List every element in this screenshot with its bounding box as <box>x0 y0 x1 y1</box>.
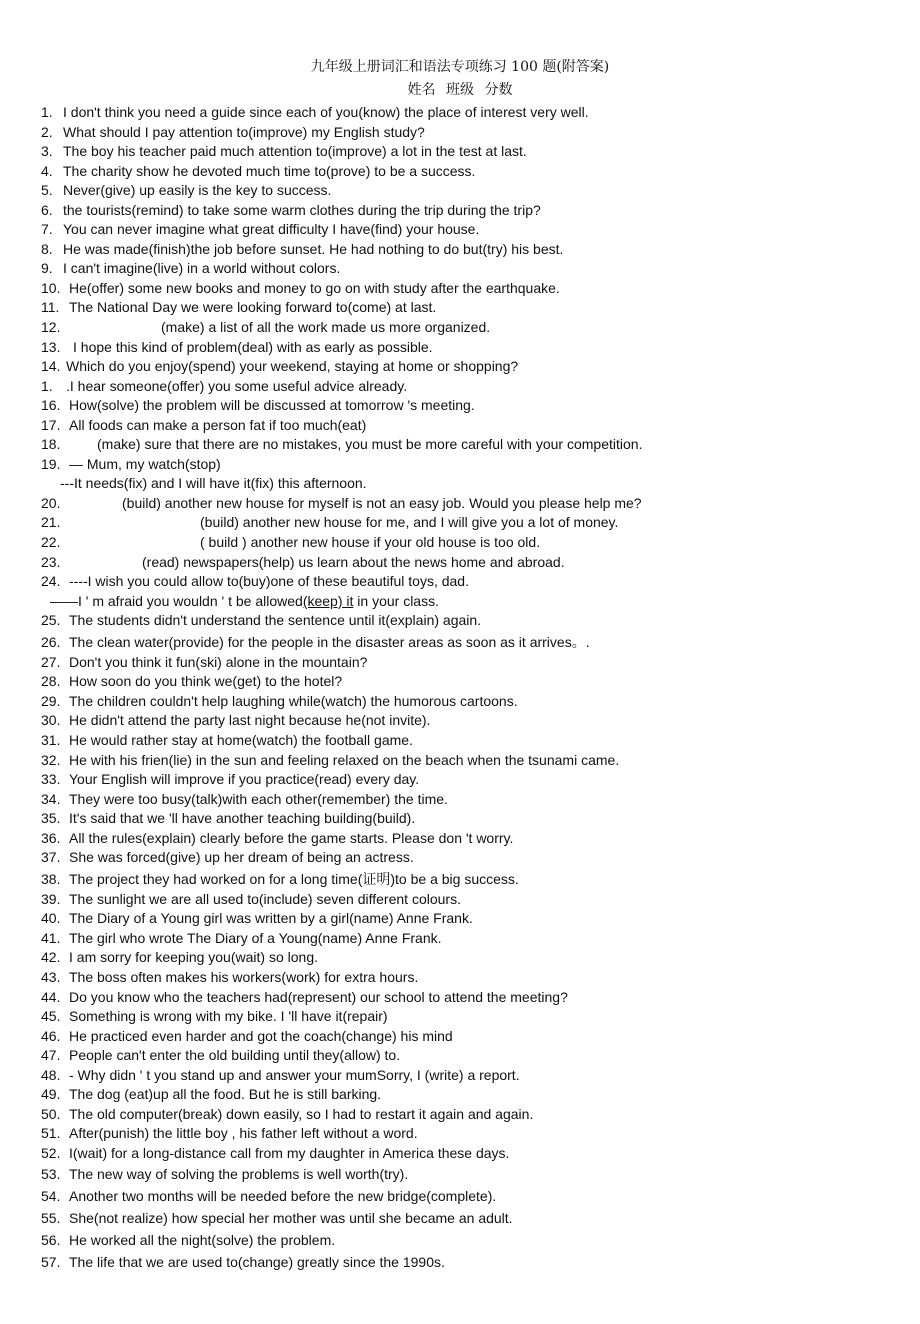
item-number: 23. <box>41 553 61 570</box>
list-item <box>0 103 920 123</box>
list-item <box>0 653 920 673</box>
item-text: The life that we are used to(change) greatly since the 1990s. <box>69 1254 445 1271</box>
list-item <box>0 338 920 358</box>
list-item <box>0 731 920 751</box>
item-number: 47. <box>41 1047 61 1064</box>
item-number: 13. <box>41 338 61 355</box>
item-text: He was made(finish)the job before sunset. He had nothing to do but(try) his best. <box>63 240 564 257</box>
list-item <box>0 1007 920 1027</box>
list-item <box>0 948 920 968</box>
item-number: 34. <box>41 790 61 807</box>
item-number: 57. <box>41 1254 61 1271</box>
item-text: Don't you think it fun(ski) alone in the mountain? <box>69 653 368 670</box>
item-number: 26. <box>41 633 61 650</box>
item-text: The new way of solving the problems is well worth(try). <box>69 1166 409 1183</box>
list-item <box>0 848 920 868</box>
item-text: The dog (eat)up all the food. But he is still barking. <box>69 1086 382 1103</box>
item-text: - Why didn ' t you stand up and answer your mumSorry, I (write) a report. <box>69 1066 520 1083</box>
list-item <box>0 279 920 299</box>
list-item <box>0 868 920 890</box>
item-text: She was forced(give) up her dream of being an actress. <box>69 849 414 866</box>
item-number: 31. <box>41 731 61 748</box>
item-text: The girl who wrote The Diary of a Young(name) Anne Frank. <box>69 929 442 946</box>
item-text: He(offer) some new books and money to go on with study after the earthquake. <box>69 279 560 296</box>
list-item <box>0 572 920 592</box>
item-text: He with his frien(lie) in the sun and feeling relaxed on the beach when the tsunami came. <box>69 751 620 768</box>
list-item <box>0 1229 920 1251</box>
list-item <box>0 790 920 810</box>
list-item <box>0 123 920 143</box>
item-number: 14. <box>41 358 61 375</box>
item-text: The National Day we were looking forward to(come) at last. <box>69 299 437 316</box>
item-number: 38. <box>41 870 61 887</box>
list-item <box>0 416 920 436</box>
page-title: 九年级上册词汇和语法专项练习 100 题(附答案) <box>310 59 610 75</box>
item-text: She(not realize) how special her mother was until she became an adult. <box>69 1210 513 1227</box>
list-item <box>0 181 920 201</box>
item-text: The charity show he devoted much time to(prove) to be a success. <box>63 162 476 179</box>
exercise-list <box>0 103 920 1273</box>
student-info-line <box>0 80 920 100</box>
list-item <box>0 396 920 416</box>
item-number: 19. <box>41 455 61 472</box>
list-item <box>0 929 920 949</box>
item-text: The clean water(provide) for the people in the disaster areas as soon as it arrives。. <box>69 633 590 650</box>
item-number: 16. <box>41 397 61 414</box>
item-number: 18. <box>41 436 61 453</box>
item-text: He practiced even harder and got the coach(change) his mind <box>69 1027 453 1044</box>
item-text: ----I wish you could allow to(buy)one of these beautiful toys, dad. <box>69 573 469 590</box>
item-text: What should I pay attention to(improve) my English study? <box>63 123 425 140</box>
item-number: 27. <box>41 653 61 670</box>
item-number: 9. <box>41 260 53 277</box>
list-item <box>0 711 920 731</box>
score-label: 分数 <box>484 82 513 98</box>
item-number: 28. <box>41 673 61 690</box>
list-item <box>0 513 920 533</box>
item-text: The students didn't understand the sentence until it(explain) again. <box>69 612 482 629</box>
list-item <box>0 553 920 573</box>
item-number: 24. <box>41 573 61 590</box>
item-text: the tourists(remind) to take some warm clothes during the trip during the trip? <box>63 201 541 218</box>
item-number: 54. <box>41 1188 61 1205</box>
item-number: 43. <box>41 968 61 985</box>
item-text: The old computer(break) down easily, so I had to restart it again and again. <box>69 1105 534 1122</box>
item-text: People can't enter the old building until they(allow) to. <box>69 1047 401 1064</box>
item-number: 40. <box>41 910 61 927</box>
list-item <box>0 1144 920 1164</box>
item-number: 56. <box>41 1232 61 1249</box>
item-number: 37. <box>41 849 61 866</box>
item-text: (build) another new house for me, and I will give you a lot of money. <box>200 514 619 531</box>
item-number: 2. <box>41 123 53 140</box>
item-text: Which do you enjoy(spend) your weekend, staying at home or shopping? <box>66 358 519 375</box>
item-text: The Diary of a Young girl was written by a girl(name) Anne Frank. <box>69 910 473 927</box>
list-item <box>0 377 920 397</box>
item-text: (make) a list of all the work made us more organized. <box>161 319 491 336</box>
item-number: 1. <box>41 104 53 120</box>
item-number: 30. <box>41 712 61 729</box>
item-text: Another two months will be needed before the new bridge(complete). <box>69 1188 497 1205</box>
list-item <box>0 201 920 221</box>
list-item <box>0 968 920 988</box>
item-text: The boss often makes his workers(work) for extra hours. <box>69 968 419 985</box>
item-text: I hope this kind of problem(deal) with as early as possible. <box>73 338 433 355</box>
item-number: 29. <box>41 692 61 709</box>
item-text: The project they had worked on for a long time(证明)to be a big success. <box>69 870 519 887</box>
item-text: I am sorry for keeping you(wait) so long. <box>69 949 318 966</box>
item-text: Your English will improve if you practice(read) every day. <box>69 771 420 788</box>
item-text: (make) sure that there are no mistakes, you must be more careful with your competition. <box>97 436 643 453</box>
item-text: Never(give) up easily is the key to success. <box>63 182 332 199</box>
item-text: He didn't attend the party last night because he(not invite). <box>69 712 431 729</box>
item-text <box>50 592 439 612</box>
list-item <box>0 988 920 1008</box>
list-item <box>0 435 920 455</box>
item-number: 44. <box>41 988 61 1005</box>
list-item <box>0 1027 920 1047</box>
list-item <box>0 1163 920 1185</box>
item-text-start: ——I ' m afraid you wouldn ' t be allowed <box>50 592 303 609</box>
item-text: The sunlight we are all used to(include) seven different colours. <box>69 890 461 907</box>
item-number: 20. <box>41 494 61 511</box>
list-item <box>0 770 920 790</box>
item-text: I can't imagine(live) in a world without colors. <box>63 260 341 277</box>
underlined-phrase: (keep) it <box>302 592 354 609</box>
item-number: 7. <box>41 221 53 238</box>
item-number: 12. <box>41 319 61 336</box>
item-number: 17. <box>41 416 61 433</box>
item-number: 51. <box>41 1125 61 1142</box>
list-item <box>0 909 920 929</box>
item-number: 35. <box>41 810 61 827</box>
item-number: 25. <box>41 612 61 629</box>
item-number: 46. <box>41 1027 61 1044</box>
item-number: 49. <box>41 1086 61 1103</box>
item-number: 1. <box>41 377 53 394</box>
list-item <box>0 240 920 260</box>
item-number: 8. <box>41 240 53 257</box>
item-text: ( build ) another new house if your old house is too old. <box>200 534 541 551</box>
list-item <box>0 298 920 318</box>
item-number: 11. <box>41 299 60 316</box>
item-number: 45. <box>41 1008 61 1025</box>
item-number: 41. <box>41 929 61 946</box>
list-item <box>0 592 920 612</box>
list-item <box>0 357 920 377</box>
item-text: (build) another new house for myself is not an easy job. Would you please help me? <box>122 494 642 511</box>
item-text: I(wait) for a long-distance call from my daughter in America these days. <box>69 1144 510 1161</box>
name-label: 姓名 <box>407 82 436 98</box>
list-item <box>0 162 920 182</box>
list-item <box>0 494 920 514</box>
item-text: .I hear someone(offer) you some useful advice already. <box>66 377 408 394</box>
item-text-end: in your class. <box>353 592 439 609</box>
list-item <box>0 1251 920 1273</box>
list-item <box>0 1085 920 1105</box>
list-item <box>0 533 920 553</box>
list-item <box>0 631 920 653</box>
list-item <box>0 611 920 631</box>
item-number: 3. <box>41 143 53 160</box>
list-item <box>0 1124 920 1144</box>
item-number: 48. <box>41 1066 61 1083</box>
item-number: 5. <box>41 182 53 199</box>
item-text: They were too busy(talk)with each other(remember) the time. <box>69 790 448 807</box>
item-text: He would rather stay at home(watch) the football game. <box>69 731 413 748</box>
item-number: 21. <box>41 514 61 531</box>
item-number: 36. <box>41 829 61 846</box>
item-number: 50. <box>41 1105 61 1122</box>
item-number: 42. <box>41 949 61 966</box>
item-text: All the rules(explain) clearly before the game starts. Please don 't worry. <box>69 829 514 846</box>
list-item <box>0 1185 920 1207</box>
item-text: After(punish) the little boy , his father left without a word. <box>69 1125 418 1142</box>
item-text: How soon do you think we(get) to the hotel? <box>69 673 343 690</box>
item-number: 52. <box>41 1144 61 1161</box>
list-item <box>0 259 920 279</box>
item-number: 10. <box>41 279 61 296</box>
item-text: How(solve) the problem will be discussed at tomorrow 's meeting. <box>69 397 475 414</box>
item-text: The boy his teacher paid much attention to(improve) a lot in the test at last. <box>63 143 527 160</box>
item-text: He worked all the night(solve) the problem. <box>69 1232 336 1249</box>
item-text: I don't think you need a guide since each of you(know) the place of interest very well. <box>63 104 589 120</box>
item-text: — Mum, my watch(stop) <box>69 455 221 472</box>
list-item <box>0 1046 920 1066</box>
item-text: Do you know who the teachers had(represent) our school to attend the meeting? <box>69 988 568 1005</box>
list-item <box>0 829 920 849</box>
list-item <box>0 220 920 240</box>
item-number: 4. <box>41 162 53 179</box>
item-number: 32. <box>41 751 61 768</box>
item-number: 39. <box>41 890 61 907</box>
item-number: 6. <box>41 201 53 218</box>
item-text: Something is wrong with my bike. I 'll have it(repair) <box>69 1008 388 1025</box>
item-text: The children couldn't help laughing while(watch) the humorous cartoons. <box>69 692 518 709</box>
list-item <box>0 1066 920 1086</box>
item-text: All foods can make a person fat if too much(eat) <box>69 416 367 433</box>
item-text: ---It needs(fix) and I will have it(fix) this afternoon. <box>60 475 367 492</box>
class-label: 班级 <box>446 82 474 98</box>
list-item <box>0 142 920 162</box>
item-text: You can never imagine what great difficulty I have(find) your house. <box>63 221 480 238</box>
list-item <box>0 1207 920 1229</box>
item-number: 53. <box>41 1166 61 1183</box>
item-number: 55. <box>41 1210 61 1227</box>
item-number: 22. <box>41 534 61 551</box>
list-item <box>0 318 920 338</box>
list-item <box>0 692 920 712</box>
item-text: It's said that we 'll have another teaching building(build). <box>69 810 416 827</box>
item-text: (read) newspapers(help) us learn about the news home and abroad. <box>142 553 565 570</box>
item-number: 33. <box>41 771 61 788</box>
list-item <box>0 1105 920 1125</box>
list-item <box>0 751 920 771</box>
list-item <box>0 474 920 494</box>
list-item <box>0 809 920 829</box>
list-item <box>0 455 920 475</box>
list-item <box>0 890 920 910</box>
list-item <box>0 672 920 692</box>
